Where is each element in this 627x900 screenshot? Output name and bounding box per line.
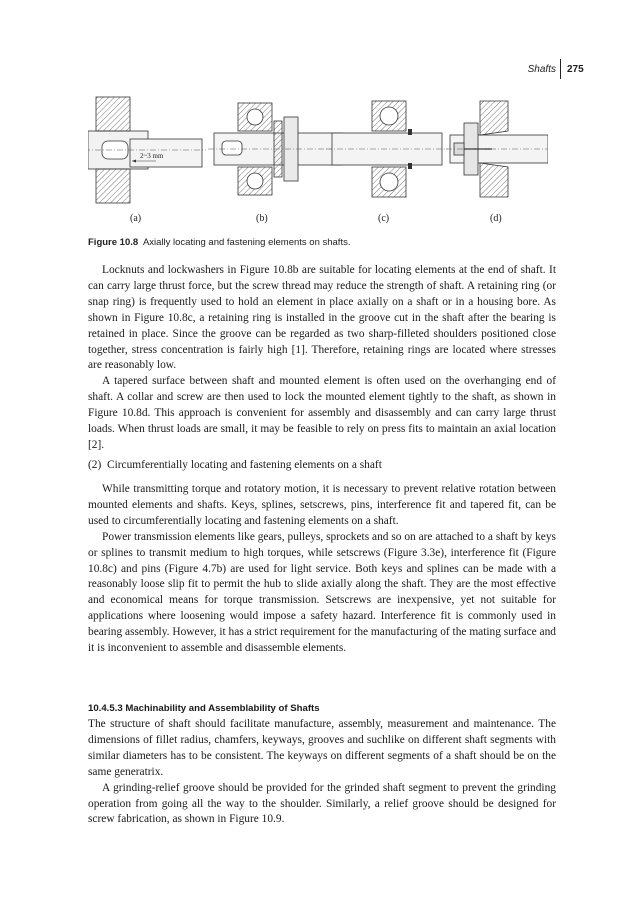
figure-panel-a: [88, 97, 206, 203]
list-item-text: Circumferentially locating and fastening elements on a shaft: [107, 459, 382, 471]
running-head-divider: [560, 59, 561, 79]
dimension-label: 2~3 mm: [140, 152, 164, 160]
figure-panel-c: [326, 101, 448, 197]
figure-sublabel-a: (a): [130, 213, 142, 224]
figure-10-8-drawing: [88, 95, 548, 227]
page-number: 275: [567, 64, 584, 75]
paragraph-grinding-relief: A grinding-relief groove should be provided for the grinded shaft segment to prevent the grinding operation from going all the way to the shoulder. Similarly, a relief groove should be designed for screw fabrication, as shown in Figure 10.9.: [88, 781, 556, 826]
list-item-2: [88, 459, 382, 471]
body-block-3: [88, 717, 556, 828]
paragraph-torque: While transmitting torque and rotatory motion, it is necessary to prevent relative rotation between mounted elements and shafts. Keys, splines, setscrews, pins, interference fit and tapered fit, can be used to circumferentially locating and fastening elements on a shaft.: [88, 483, 556, 527]
body-block-1: [88, 263, 556, 454]
figure-caption: [88, 237, 350, 248]
figure-caption-text: Axially locating and fastening elements on shafts.: [142, 237, 351, 248]
figure-sublabel-c: (c): [378, 213, 390, 224]
paragraph-locknuts: Locknuts and lockwashers in Figure 10.8b are suitable for locating elements at the end of shaft. It can carry large thrust force, but the screw thread may reduce the strength of shaft. A retaining ring (or snap ring) is frequently used to hold an element in place axially on a shaft or in a housing bore. As shown in Figure 10.8c, a retaining ring is installed in the groove cut in the shaft after the bearing is retained in place. Since the groove can be regarded as two sharp-filleted shoulders positioned close together, stress concentration is fairly high [1]. Therefore, retaining rings are located where stresses are reasonably low.: [88, 264, 556, 372]
paragraph-tapered-surface: A tapered surface between shaft and mounted element is often used on the overhanging end of shaft. A collar and screw are then used to lock the mounted element tightly to the shaft, as shown in Figure 10.8d. This approach is convenient for assembly and disassembly and can carry large thrust loads. When thrust loads are small, it may be feasible to rely on press fits to maintain an axial location [2].: [88, 375, 556, 451]
figure-sublabel-d: (d): [490, 213, 502, 224]
body-block-2: [88, 482, 556, 657]
list-item-number: (2): [88, 459, 102, 471]
section-heading: 10.4.5.3 Machinability and Assemblability of Shafts: [88, 703, 320, 714]
figure-caption-label: Figure 10.8: [88, 237, 139, 248]
figure-panel-d: [446, 101, 548, 197]
running-head-title: Shafts: [527, 64, 556, 75]
paragraph-power-transmission: Power transmission elements like gears, pulleys, sprockets and so on are attached to a shaft by keys or splines to transmit medium to high torques, while setscrews (Figure 3.3e), interference fit (Figure 10.8c) and pins (Figure 4.7b) are used for light service. Both keys and splines can be made with a reasonably loose slip fit to permit the hub to slide axially along the shaft. They are the most effective and economical means for torque transmission. Setscrews are inexpensive, yet not suitable for applications where loosening would impose a safety hazard. Interference fit is commonly used in bearing assembly. However, it has a strict requirement for the manufacturing of the mating surface and it is inconvenient to assemble and disassemble elements.: [88, 530, 556, 655]
paragraph-structure: The structure of shaft should facilitate manufacture, assembly, measurement and maintenance. The dimensions of fillet radius, chamfers, keyways, grooves and suchlike on different shaft segments with similar diameters has to be consistent. The keyways on different segments of a shaft should be on the same generatrix.: [88, 718, 556, 778]
figure-sublabel-b: (b): [256, 213, 268, 224]
